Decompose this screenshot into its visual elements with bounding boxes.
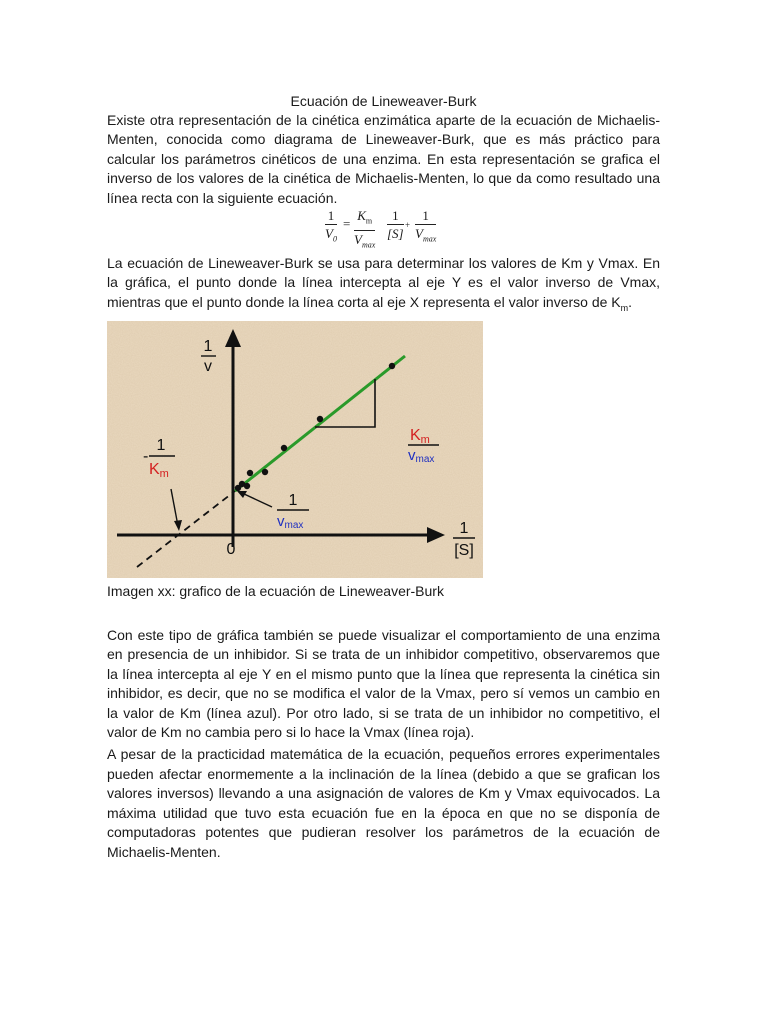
inhibitor-paragraph: Con este tipo de gráfica también se puede visualizar el comportamiento de una enzima en presencia de un inhibidor. Si se trata de un inhibidor competitivo, observaremos que la línea intercepta al eje Y en el mismo punto que la línea que representa la cinética sin inhibidor, es decir, que no se modifica el valor de la Vmax, pero sí vemos un cambio en la valor de Km (línea azul). Por otro lado, si se trata de un inhibidor no competitivo, el valor de Km no cambia pero si lo hace la Vmax (línea roja). — [107, 627, 660, 741]
lineweaver-burk-equation — [107, 208, 660, 250]
lineweaver-burk-figure — [107, 321, 483, 578]
usage-paragraph: La ecuación de Lineweaver-Burk se usa para determinar los valores de Km y Vmax. En la gráfica, el punto donde la línea intercepta al eje Y es el valor inverso de Vmax, mientras que el punto donde la línea corta al eje X representa el valor inverso de $K_m$. — [107, 255, 660, 313]
document-title: Ecuación de Lineweaver-Burk — [290, 93, 477, 109]
origin-label: 0 — [226, 541, 236, 559]
data-point — [389, 363, 395, 369]
data-point — [247, 470, 253, 476]
data-point — [244, 483, 250, 489]
equation-lhs: 1 $V_0$ — [325, 208, 337, 244]
x-intercept-den: Km — [149, 461, 169, 481]
equation-km-vmax: $K_m$ $V_{max}$ — [354, 208, 376, 250]
equation-inverse-vmax: 1 $V_{max}$ — [415, 208, 437, 244]
slope-num: Km — [410, 427, 430, 447]
y-axis-label-num: 1 — [203, 338, 213, 356]
limitations-paragraph: A pesar de la practicidad matemática de la ecuación, pequeños errores experimentales pueden afectar enormemente a la inclinación de la línea (debido a que se grafican los valores inversos) llevando a una asignación de valores de Km y Vmax equivocados. La máxima utilidad que tuvo esta ecuación fue en la época en que no se disponía de computadoras potentes que pudieran resolver los parámetros de la ecuación de Michaelis-Menten. — [107, 746, 660, 860]
data-point — [262, 469, 268, 475]
figure-caption: Imagen xx: grafico de la ecuación de Lineweaver-Burk — [107, 583, 444, 600]
y-intercept-num: 1 — [288, 492, 298, 510]
x-intercept-num: 1 — [156, 437, 166, 455]
equals-sign: = — [343, 216, 351, 232]
equation-inverse-s: 1 [S] — [387, 208, 404, 242]
lineweaver-burk-graph — [107, 321, 483, 578]
plus-sign: + — [405, 220, 411, 231]
data-point — [317, 416, 323, 422]
document-page — [107, 92, 660, 862]
y-intercept-den: vmax — [277, 513, 304, 532]
x-axis-label-num: 1 — [459, 520, 469, 538]
intro-paragraph: Existe otra representación de la cinética enzimática aparte de la ecuación de Michaelis-Menten, conocida como diagrama de Lineweaver-Burk, que es más práctico para calcular los parámetros cinéticos de una enzima. En esta representación se grafica el inverso de los valores de la cinética de Michaelis-Menten, lo que da como resultado una línea recta con la siguiente ecuación. — [107, 112, 660, 206]
x-intercept-minus: - — [143, 448, 149, 466]
slope-den: vmax — [408, 447, 435, 466]
x-axis-label-den: [S] — [454, 542, 474, 560]
y-axis-label-den: v — [204, 358, 212, 376]
data-point — [281, 445, 287, 451]
